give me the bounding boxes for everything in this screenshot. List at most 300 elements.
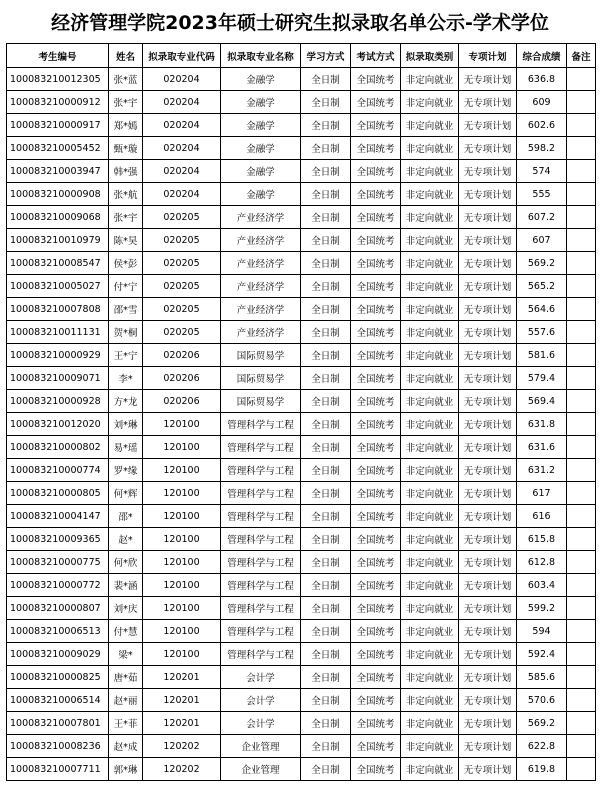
major-name-cell: 金融学 bbox=[221, 68, 301, 91]
special-plan-cell: 无专项计划 bbox=[459, 505, 517, 528]
admission-category-cell: 非定向就业 bbox=[401, 252, 459, 275]
major-name-cell: 管理科学与工程 bbox=[221, 505, 301, 528]
admission-category-cell: 非定向就业 bbox=[401, 712, 459, 735]
study-mode-cell: 全日制 bbox=[301, 505, 351, 528]
special-plan-cell: 无专项计划 bbox=[459, 229, 517, 252]
score-cell: 631.8 bbox=[517, 413, 567, 436]
col-header-code: 拟录取专业代码 bbox=[143, 44, 221, 68]
special-plan-cell: 无专项计划 bbox=[459, 321, 517, 344]
note-cell bbox=[567, 68, 596, 91]
special-plan-cell: 无专项计划 bbox=[459, 551, 517, 574]
score-cell: 631.6 bbox=[517, 436, 567, 459]
major-name-cell: 金融学 bbox=[221, 91, 301, 114]
candidate-id-cell: 100083210009365 bbox=[7, 528, 109, 551]
name-cell: 何*欣 bbox=[109, 551, 143, 574]
exam-mode-cell: 全国统考 bbox=[351, 206, 401, 229]
table-row bbox=[7, 183, 596, 206]
exam-mode-cell: 全国统考 bbox=[351, 574, 401, 597]
score-cell: 581.6 bbox=[517, 344, 567, 367]
admission-category-cell: 非定向就业 bbox=[401, 91, 459, 114]
name-cell: 何*辉 bbox=[109, 482, 143, 505]
study-mode-cell: 全日制 bbox=[301, 390, 351, 413]
exam-mode-cell: 全国统考 bbox=[351, 367, 401, 390]
exam-mode-cell: 全国统考 bbox=[351, 344, 401, 367]
study-mode-cell: 全日制 bbox=[301, 321, 351, 344]
admission-category-cell: 非定向就业 bbox=[401, 229, 459, 252]
special-plan-cell: 无专项计划 bbox=[459, 436, 517, 459]
special-plan-cell: 无专项计划 bbox=[459, 206, 517, 229]
table-row bbox=[7, 551, 596, 574]
major-code-cell: 020204 bbox=[143, 68, 221, 91]
study-mode-cell: 全日制 bbox=[301, 252, 351, 275]
score-cell: 565.2 bbox=[517, 275, 567, 298]
exam-mode-cell: 全国统考 bbox=[351, 758, 401, 781]
candidate-id-cell: 100083210004147 bbox=[7, 505, 109, 528]
major-name-cell: 金融学 bbox=[221, 160, 301, 183]
col-header-major: 拟录取专业名称 bbox=[221, 44, 301, 68]
name-cell: 刘*琳 bbox=[109, 413, 143, 436]
major-code-cell: 020205 bbox=[143, 206, 221, 229]
col-header-name: 姓名 bbox=[109, 44, 143, 68]
table-row bbox=[7, 482, 596, 505]
exam-mode-cell: 全国统考 bbox=[351, 666, 401, 689]
study-mode-cell: 全日制 bbox=[301, 551, 351, 574]
study-mode-cell: 全日制 bbox=[301, 666, 351, 689]
note-cell bbox=[567, 482, 596, 505]
major-code-cell: 120100 bbox=[143, 620, 221, 643]
major-code-cell: 020206 bbox=[143, 390, 221, 413]
note-cell bbox=[567, 643, 596, 666]
name-cell: 郭*琳 bbox=[109, 758, 143, 781]
major-name-cell: 管理科学与工程 bbox=[221, 459, 301, 482]
exam-mode-cell: 全国统考 bbox=[351, 528, 401, 551]
name-cell: 侯*彭 bbox=[109, 252, 143, 275]
special-plan-cell: 无专项计划 bbox=[459, 91, 517, 114]
admission-category-cell: 非定向就业 bbox=[401, 482, 459, 505]
admission-category-cell: 非定向就业 bbox=[401, 413, 459, 436]
table-row bbox=[7, 712, 596, 735]
note-cell bbox=[567, 275, 596, 298]
table-row bbox=[7, 206, 596, 229]
study-mode-cell: 全日制 bbox=[301, 482, 351, 505]
admission-category-cell: 非定向就业 bbox=[401, 206, 459, 229]
major-name-cell: 会计学 bbox=[221, 689, 301, 712]
name-cell: 贺*桐 bbox=[109, 321, 143, 344]
name-cell: 张*航 bbox=[109, 183, 143, 206]
major-name-cell: 管理科学与工程 bbox=[221, 482, 301, 505]
admission-category-cell: 非定向就业 bbox=[401, 344, 459, 367]
note-cell bbox=[567, 413, 596, 436]
score-cell: 622.8 bbox=[517, 735, 567, 758]
candidate-id-cell: 100083210000805 bbox=[7, 482, 109, 505]
name-cell: 易*瑶 bbox=[109, 436, 143, 459]
table-row bbox=[7, 367, 596, 390]
special-plan-cell: 无专项计划 bbox=[459, 183, 517, 206]
name-cell: 赵* bbox=[109, 528, 143, 551]
candidate-id-cell: 100083210000917 bbox=[7, 114, 109, 137]
special-plan-cell: 无专项计划 bbox=[459, 643, 517, 666]
score-cell: 564.6 bbox=[517, 298, 567, 321]
exam-mode-cell: 全国统考 bbox=[351, 91, 401, 114]
table-row bbox=[7, 298, 596, 321]
table-row bbox=[7, 436, 596, 459]
exam-mode-cell: 全国统考 bbox=[351, 689, 401, 712]
exam-mode-cell: 全国统考 bbox=[351, 620, 401, 643]
special-plan-cell: 无专项计划 bbox=[459, 390, 517, 413]
name-cell: 唐*茹 bbox=[109, 666, 143, 689]
candidate-id-cell: 100083210007711 bbox=[7, 758, 109, 781]
score-cell: 609 bbox=[517, 91, 567, 114]
note-cell bbox=[567, 758, 596, 781]
admission-category-cell: 非定向就业 bbox=[401, 620, 459, 643]
note-cell bbox=[567, 436, 596, 459]
study-mode-cell: 全日制 bbox=[301, 620, 351, 643]
major-code-cell: 020205 bbox=[143, 229, 221, 252]
major-code-cell: 020204 bbox=[143, 91, 221, 114]
study-mode-cell: 全日制 bbox=[301, 298, 351, 321]
candidate-id-cell: 100083210000807 bbox=[7, 597, 109, 620]
major-name-cell: 管理科学与工程 bbox=[221, 620, 301, 643]
admission-category-cell: 非定向就业 bbox=[401, 183, 459, 206]
admission-category-cell: 非定向就业 bbox=[401, 528, 459, 551]
admission-category-cell: 非定向就业 bbox=[401, 321, 459, 344]
name-cell: 张*宇 bbox=[109, 206, 143, 229]
candidate-id-cell: 100083210012305 bbox=[7, 68, 109, 91]
name-cell: 赵*丽 bbox=[109, 689, 143, 712]
note-cell bbox=[567, 137, 596, 160]
exam-mode-cell: 全国统考 bbox=[351, 712, 401, 735]
candidate-id-cell: 100083210008547 bbox=[7, 252, 109, 275]
name-cell: 赵*成 bbox=[109, 735, 143, 758]
major-code-cell: 020204 bbox=[143, 183, 221, 206]
note-cell bbox=[567, 620, 596, 643]
candidate-id-cell: 100083210007801 bbox=[7, 712, 109, 735]
major-name-cell: 产业经济学 bbox=[221, 321, 301, 344]
candidate-id-cell: 100083210012020 bbox=[7, 413, 109, 436]
major-name-cell: 产业经济学 bbox=[221, 252, 301, 275]
major-code-cell: 020205 bbox=[143, 252, 221, 275]
score-cell: 603.4 bbox=[517, 574, 567, 597]
name-cell: 方*龙 bbox=[109, 390, 143, 413]
table-row bbox=[7, 160, 596, 183]
score-cell: 557.6 bbox=[517, 321, 567, 344]
major-name-cell: 金融学 bbox=[221, 114, 301, 137]
major-code-cell: 120100 bbox=[143, 482, 221, 505]
candidate-id-cell: 100083210000772 bbox=[7, 574, 109, 597]
table-header bbox=[7, 44, 596, 68]
major-code-cell: 120100 bbox=[143, 436, 221, 459]
special-plan-cell: 无专项计划 bbox=[459, 298, 517, 321]
study-mode-cell: 全日制 bbox=[301, 91, 351, 114]
name-cell: 刘*庆 bbox=[109, 597, 143, 620]
note-cell bbox=[567, 597, 596, 620]
study-mode-cell: 全日制 bbox=[301, 275, 351, 298]
special-plan-cell: 无专项计划 bbox=[459, 459, 517, 482]
admission-category-cell: 非定向就业 bbox=[401, 643, 459, 666]
table-row bbox=[7, 505, 596, 528]
special-plan-cell: 无专项计划 bbox=[459, 758, 517, 781]
col-header-note: 备注 bbox=[567, 44, 596, 68]
major-name-cell: 企业管理 bbox=[221, 758, 301, 781]
major-name-cell: 管理科学与工程 bbox=[221, 436, 301, 459]
exam-mode-cell: 全国统考 bbox=[351, 298, 401, 321]
header-row bbox=[7, 44, 596, 68]
name-cell: 邵* bbox=[109, 505, 143, 528]
note-cell bbox=[567, 505, 596, 528]
major-code-cell: 020206 bbox=[143, 367, 221, 390]
major-code-cell: 120100 bbox=[143, 551, 221, 574]
table-row bbox=[7, 91, 596, 114]
col-header-study: 学习方式 bbox=[301, 44, 351, 68]
col-header-score: 综合成绩 bbox=[517, 44, 567, 68]
candidate-id-cell: 100083210000912 bbox=[7, 91, 109, 114]
study-mode-cell: 全日制 bbox=[301, 758, 351, 781]
exam-mode-cell: 全国统考 bbox=[351, 505, 401, 528]
exam-mode-cell: 全国统考 bbox=[351, 321, 401, 344]
admission-category-cell: 非定向就业 bbox=[401, 459, 459, 482]
note-cell bbox=[567, 160, 596, 183]
study-mode-cell: 全日制 bbox=[301, 574, 351, 597]
major-name-cell: 会计学 bbox=[221, 712, 301, 735]
table-body bbox=[7, 68, 596, 781]
score-cell: 570.6 bbox=[517, 689, 567, 712]
table-row bbox=[7, 321, 596, 344]
major-name-cell: 产业经济学 bbox=[221, 206, 301, 229]
major-code-cell: 020205 bbox=[143, 321, 221, 344]
admission-category-cell: 非定向就业 bbox=[401, 367, 459, 390]
candidate-id-cell: 100083210000775 bbox=[7, 551, 109, 574]
candidate-id-cell: 100083210011131 bbox=[7, 321, 109, 344]
score-cell: 615.8 bbox=[517, 528, 567, 551]
candidate-id-cell: 100083210000929 bbox=[7, 344, 109, 367]
note-cell bbox=[567, 712, 596, 735]
exam-mode-cell: 全国统考 bbox=[351, 436, 401, 459]
note-cell bbox=[567, 183, 596, 206]
note-cell bbox=[567, 735, 596, 758]
major-code-cell: 120100 bbox=[143, 505, 221, 528]
score-cell: 598.2 bbox=[517, 137, 567, 160]
admission-category-cell: 非定向就业 bbox=[401, 436, 459, 459]
admission-category-cell: 非定向就业 bbox=[401, 735, 459, 758]
table-row bbox=[7, 620, 596, 643]
exam-mode-cell: 全国统考 bbox=[351, 275, 401, 298]
score-cell: 607.2 bbox=[517, 206, 567, 229]
study-mode-cell: 全日制 bbox=[301, 712, 351, 735]
special-plan-cell: 无专项计划 bbox=[459, 275, 517, 298]
major-code-cell: 120201 bbox=[143, 689, 221, 712]
study-mode-cell: 全日制 bbox=[301, 689, 351, 712]
candidate-id-cell: 100083210005452 bbox=[7, 137, 109, 160]
major-name-cell: 国际贸易学 bbox=[221, 344, 301, 367]
major-name-cell: 企业管理 bbox=[221, 735, 301, 758]
admission-category-cell: 非定向就业 bbox=[401, 574, 459, 597]
special-plan-cell: 无专项计划 bbox=[459, 735, 517, 758]
admission-category-cell: 非定向就业 bbox=[401, 390, 459, 413]
major-code-cell: 120100 bbox=[143, 413, 221, 436]
score-cell: 569.2 bbox=[517, 252, 567, 275]
table-row bbox=[7, 390, 596, 413]
score-cell: 579.4 bbox=[517, 367, 567, 390]
note-cell bbox=[567, 344, 596, 367]
special-plan-cell: 无专项计划 bbox=[459, 160, 517, 183]
study-mode-cell: 全日制 bbox=[301, 344, 351, 367]
candidate-id-cell: 100083210006513 bbox=[7, 620, 109, 643]
special-plan-cell: 无专项计划 bbox=[459, 252, 517, 275]
admission-category-cell: 非定向就业 bbox=[401, 298, 459, 321]
score-cell: 569.4 bbox=[517, 390, 567, 413]
major-name-cell: 产业经济学 bbox=[221, 298, 301, 321]
table-row bbox=[7, 597, 596, 620]
major-name-cell: 金融学 bbox=[221, 137, 301, 160]
col-header-category: 拟录取类别 bbox=[401, 44, 459, 68]
study-mode-cell: 全日制 bbox=[301, 413, 351, 436]
name-cell: 付*慧 bbox=[109, 620, 143, 643]
score-cell: 574 bbox=[517, 160, 567, 183]
score-cell: 616 bbox=[517, 505, 567, 528]
special-plan-cell: 无专项计划 bbox=[459, 344, 517, 367]
score-cell: 594 bbox=[517, 620, 567, 643]
exam-mode-cell: 全国统考 bbox=[351, 459, 401, 482]
major-name-cell: 管理科学与工程 bbox=[221, 574, 301, 597]
note-cell bbox=[567, 229, 596, 252]
admission-table bbox=[6, 43, 596, 781]
major-name-cell: 管理科学与工程 bbox=[221, 413, 301, 436]
table-row bbox=[7, 344, 596, 367]
candidate-id-cell: 100083210007808 bbox=[7, 298, 109, 321]
special-plan-cell: 无专项计划 bbox=[459, 666, 517, 689]
candidate-id-cell: 100083210010979 bbox=[7, 229, 109, 252]
study-mode-cell: 全日制 bbox=[301, 459, 351, 482]
col-header-id: 考生编号 bbox=[7, 44, 109, 68]
major-code-cell: 120100 bbox=[143, 528, 221, 551]
name-cell: 李* bbox=[109, 367, 143, 390]
study-mode-cell: 全日制 bbox=[301, 68, 351, 91]
admission-category-cell: 非定向就业 bbox=[401, 160, 459, 183]
special-plan-cell: 无专项计划 bbox=[459, 367, 517, 390]
major-name-cell: 管理科学与工程 bbox=[221, 643, 301, 666]
admission-category-cell: 非定向就业 bbox=[401, 666, 459, 689]
note-cell bbox=[567, 574, 596, 597]
note-cell bbox=[567, 666, 596, 689]
name-cell: 郑*嫣 bbox=[109, 114, 143, 137]
name-cell: 陈*昊 bbox=[109, 229, 143, 252]
admission-category-cell: 非定向就业 bbox=[401, 597, 459, 620]
note-cell bbox=[567, 206, 596, 229]
admission-category-cell: 非定向就业 bbox=[401, 137, 459, 160]
major-name-cell: 产业经济学 bbox=[221, 229, 301, 252]
table-row bbox=[7, 114, 596, 137]
candidate-id-cell: 100083210000928 bbox=[7, 390, 109, 413]
name-cell: 张*宇 bbox=[109, 91, 143, 114]
major-name-cell: 国际贸易学 bbox=[221, 390, 301, 413]
score-cell: 555 bbox=[517, 183, 567, 206]
table-row bbox=[7, 643, 596, 666]
table-row bbox=[7, 735, 596, 758]
special-plan-cell: 无专项计划 bbox=[459, 620, 517, 643]
admission-category-cell: 非定向就业 bbox=[401, 758, 459, 781]
special-plan-cell: 无专项计划 bbox=[459, 528, 517, 551]
score-cell: 617 bbox=[517, 482, 567, 505]
study-mode-cell: 全日制 bbox=[301, 137, 351, 160]
special-plan-cell: 无专项计划 bbox=[459, 137, 517, 160]
candidate-id-cell: 100083210000908 bbox=[7, 183, 109, 206]
table-row bbox=[7, 229, 596, 252]
study-mode-cell: 全日制 bbox=[301, 114, 351, 137]
major-code-cell: 020204 bbox=[143, 160, 221, 183]
candidate-id-cell: 100083210009071 bbox=[7, 367, 109, 390]
special-plan-cell: 无专项计划 bbox=[459, 114, 517, 137]
candidate-id-cell: 100083210005027 bbox=[7, 275, 109, 298]
major-name-cell: 国际贸易学 bbox=[221, 367, 301, 390]
study-mode-cell: 全日制 bbox=[301, 206, 351, 229]
note-cell bbox=[567, 321, 596, 344]
special-plan-cell: 无专项计划 bbox=[459, 68, 517, 91]
score-cell: 585.6 bbox=[517, 666, 567, 689]
exam-mode-cell: 全国统考 bbox=[351, 643, 401, 666]
exam-mode-cell: 全国统考 bbox=[351, 551, 401, 574]
exam-mode-cell: 全国统考 bbox=[351, 252, 401, 275]
major-code-cell: 120202 bbox=[143, 735, 221, 758]
exam-mode-cell: 全国统考 bbox=[351, 597, 401, 620]
table-row bbox=[7, 758, 596, 781]
major-name-cell: 金融学 bbox=[221, 183, 301, 206]
special-plan-cell: 无专项计划 bbox=[459, 574, 517, 597]
candidate-id-cell: 100083210000825 bbox=[7, 666, 109, 689]
major-code-cell: 020205 bbox=[143, 275, 221, 298]
major-code-cell: 120100 bbox=[143, 643, 221, 666]
table-row bbox=[7, 528, 596, 551]
note-cell bbox=[567, 114, 596, 137]
name-cell: 王*宁 bbox=[109, 344, 143, 367]
table-row bbox=[7, 137, 596, 160]
score-cell: 569.2 bbox=[517, 712, 567, 735]
admission-category-cell: 非定向就业 bbox=[401, 275, 459, 298]
special-plan-cell: 无专项计划 bbox=[459, 712, 517, 735]
exam-mode-cell: 全国统考 bbox=[351, 183, 401, 206]
candidate-id-cell: 100083210000774 bbox=[7, 459, 109, 482]
admission-category-cell: 非定向就业 bbox=[401, 505, 459, 528]
candidate-id-cell: 100083210000802 bbox=[7, 436, 109, 459]
exam-mode-cell: 全国统考 bbox=[351, 114, 401, 137]
name-cell: 邵*雪 bbox=[109, 298, 143, 321]
study-mode-cell: 全日制 bbox=[301, 528, 351, 551]
study-mode-cell: 全日制 bbox=[301, 367, 351, 390]
study-mode-cell: 全日制 bbox=[301, 160, 351, 183]
col-header-plan: 专项计划 bbox=[459, 44, 517, 68]
note-cell bbox=[567, 689, 596, 712]
table-row bbox=[7, 574, 596, 597]
score-cell: 619.8 bbox=[517, 758, 567, 781]
table-row bbox=[7, 252, 596, 275]
name-cell: 付*宁 bbox=[109, 275, 143, 298]
major-code-cell: 120100 bbox=[143, 574, 221, 597]
exam-mode-cell: 全国统考 bbox=[351, 229, 401, 252]
score-cell: 631.2 bbox=[517, 459, 567, 482]
score-cell: 607 bbox=[517, 229, 567, 252]
special-plan-cell: 无专项计划 bbox=[459, 482, 517, 505]
note-cell bbox=[567, 551, 596, 574]
major-name-cell: 管理科学与工程 bbox=[221, 528, 301, 551]
name-cell: 韩*强 bbox=[109, 160, 143, 183]
table-row bbox=[7, 68, 596, 91]
admission-category-cell: 非定向就业 bbox=[401, 68, 459, 91]
admission-category-cell: 非定向就业 bbox=[401, 114, 459, 137]
note-cell bbox=[567, 367, 596, 390]
score-cell: 599.2 bbox=[517, 597, 567, 620]
study-mode-cell: 全日制 bbox=[301, 436, 351, 459]
major-name-cell: 产业经济学 bbox=[221, 275, 301, 298]
study-mode-cell: 全日制 bbox=[301, 735, 351, 758]
